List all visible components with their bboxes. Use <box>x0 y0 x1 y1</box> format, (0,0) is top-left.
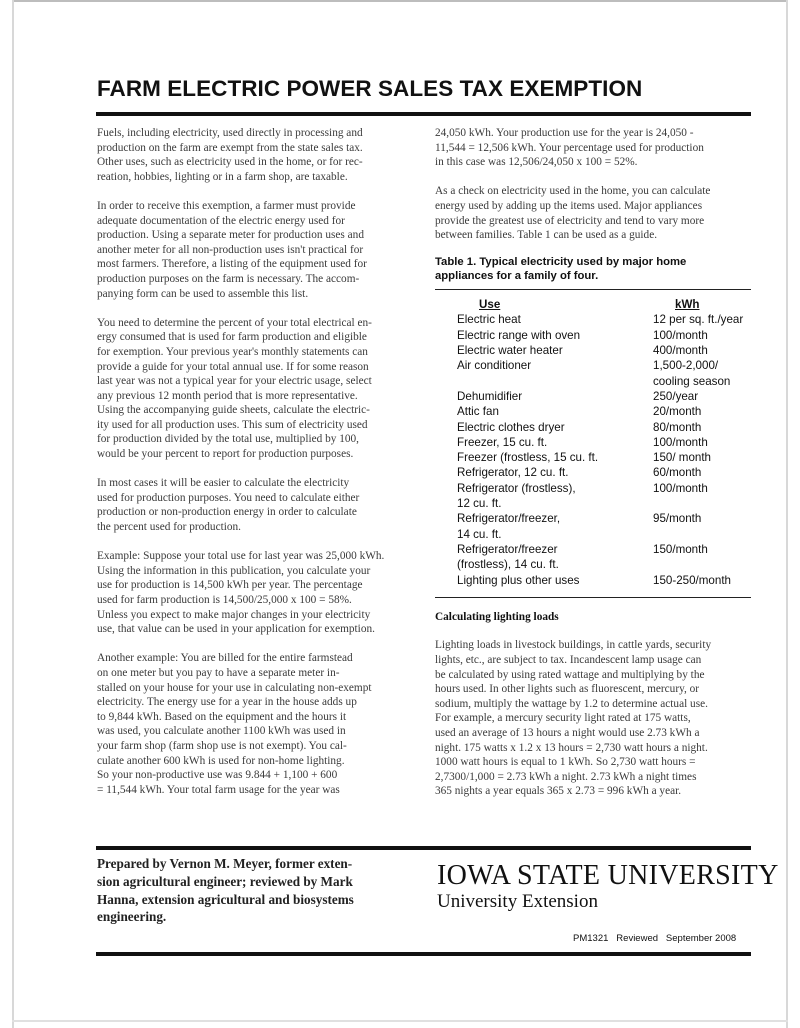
table-row <box>457 343 743 358</box>
table-top-rule <box>435 289 751 290</box>
table-bottom-rule <box>435 597 751 598</box>
body-paragraph: In most cases it will be easier to calculate the electricity used for production purposes. You need to calculate either production or non-production energy in order to calculate the percent used for production. <box>97 477 360 534</box>
appliance-kwh: 250/year <box>653 389 699 403</box>
footer-rule-bottom <box>96 952 751 956</box>
publication-info: PM1321 Reviewed September 2008 <box>573 933 737 944</box>
appliance-name: Refrigerator/freezer (frostless), 14 cu. ft. <box>457 542 559 572</box>
appliance-name: Refrigerator, 12 cu. ft. <box>457 466 569 480</box>
table-row <box>457 328 743 343</box>
body-paragraph: Another example: You are billed for the entire farmstead on one meter but you pay to have a separate meter in- stalled on your house for your use in calculating non-exempt electricity. The energy use for a year in the house adds up to 9,844 kWh. Based on the equipment and the hours it was used, you calculate another 1100 kWh was used in your farm shop (farm shop use is not exempt). You cal- culate another 600 kWh is used for non-home lighting. So your non-productive use was 9.844 + 1,100 + 600 = 11,544 kWh. Your total farm usage for the year was <box>97 652 372 796</box>
appliance-name: Freezer, 15 cu. ft. <box>457 435 548 449</box>
table-row <box>457 389 743 404</box>
title-rule <box>96 112 751 116</box>
page-edge-bottom <box>12 1020 788 1022</box>
appliance-kwh: 150/ month <box>653 451 712 465</box>
appliance-kwh: 60/month <box>653 466 702 480</box>
appliance-kwh: 12 per sq. ft./year <box>653 313 744 327</box>
appliance-name: Electric water heater <box>457 344 563 358</box>
table-row <box>457 511 743 542</box>
appliance-name: Refrigerator (frostless), 12 cu. ft. <box>457 481 576 511</box>
lighting-paragraph: Lighting loads in livestock buildings, in cattle yards, security lights, etc., are subject to tax. Incandescent lamp usage can be calculated by using rated wattage and multiplying by the hours used. In other lights such as fluorescent, mercury, or sodium, multiply the wattage by 1.2 to determine actual use. For example, a mercury security light rated at 175 watts, used an average of 13 hours a night would use 2.73 kWh a night. 175 watts x 1.2 x 13 hours = 2,730 watt hours a night. 1000 watt hours is equal to 1 kWh. So 2,730 watt hours = 2,7300/1,000 = 2.73 kWh a night. 2.73 kWh a night times 365 nights a year equals 365 x 2.73 = 996 kWh a year. <box>435 639 712 798</box>
credits-text: Prepared by Vernon M. Meyer, former exten- sion agricultural engineer; reviewed by Mark Hanna, extension agricultural and biosystems engineering. <box>97 856 354 925</box>
appliance-kwh: 95/month <box>653 512 702 526</box>
table-row <box>457 573 743 588</box>
body-paragraph: You need to determine the percent of your total electrical en- ergy consumed that is used for farm production and eligible for exemption. Your previous year's monthly statements can provide a guide for your total annual use. If for some reason last year was not a typical year for your electric usage, select any previous 12 month period that is more representative. Using the accompanying guide sheets, calculate the electric- ity used for all production uses. This sum of electricity used for production divided by the total use, multiplied by 100, would be your percent to report for production purposes. <box>97 316 372 461</box>
column-header-kwh: kWh <box>675 298 700 312</box>
table-row <box>457 312 743 327</box>
table-row <box>457 435 743 450</box>
appliance-kwh: 100/month <box>653 481 708 495</box>
appliance-kwh: 100/month <box>653 435 708 449</box>
logo-university-name: IOWA STATE UNIVERSITY <box>437 860 779 891</box>
appliance-name: Refrigerator/freezer, 14 cu. ft. <box>457 512 561 541</box>
university-logo <box>437 861 779 913</box>
logo-extension-name: University Extension <box>437 891 598 912</box>
appliance-name: Electric heat <box>457 313 521 327</box>
table-row <box>457 358 743 389</box>
appliance-kwh: 20/month <box>653 405 702 419</box>
appliance-name: Freezer (frostless, 15 cu. ft. <box>457 451 599 465</box>
appliance-name: Attic fan <box>457 405 499 419</box>
table-row <box>457 542 743 573</box>
body-paragraph: Fuels, including electricity, used directly in processing and production on the farm are exempt from the state sales tax. Other uses, such as electricity used in the home, or for rec- reation, hobbies, lighting or in a farm shop, are taxable. <box>97 127 363 183</box>
appliance-kwh: 100/month <box>653 328 708 342</box>
page-edge-right <box>786 0 788 1028</box>
appliance-name: Lighting plus other uses <box>457 573 580 587</box>
table-row <box>457 481 743 512</box>
appliance-kwh: 400/month <box>653 344 708 358</box>
appliance-table <box>457 297 743 588</box>
footer-rule-top <box>96 846 751 850</box>
page-title: FARM ELECTRIC POWER SALES TAX EXEMPTION <box>97 76 643 101</box>
right-column <box>435 126 751 814</box>
left-column <box>97 126 413 812</box>
table-caption: Table 1. Typical electricity used by major home appliances for a family of four. <box>435 255 687 282</box>
column-header-use: Use <box>479 298 501 312</box>
appliance-kwh: 80/month <box>653 420 702 434</box>
appliance-name: Dehumidifier <box>457 389 523 403</box>
lighting-heading: Calculating lighting loads <box>435 610 559 623</box>
appliance-kwh: 150/month <box>653 542 708 556</box>
table-header-row <box>457 297 743 312</box>
appliance-kwh: 150-250/month <box>653 573 731 587</box>
appliance-kwh: 1,500-2,000/ cooling season <box>653 359 731 388</box>
body-paragraph: Example: Suppose your total use for last year was 25,000 kWh. Using the information in this publication, you calculate your use for production is 14,500 kWh per year. The percentage used for farm production is 14,500/25,000 x 100 = 58%. Unless you expect to make major changes in your electricity use, that value can be used in your application for exemption. <box>97 550 385 636</box>
table-row <box>457 420 743 435</box>
table-row <box>457 450 743 465</box>
page-edge-top <box>12 0 788 2</box>
table-row <box>457 404 743 419</box>
body-paragraph: In order to receive this exemption, a farmer must provide adequate documentation of the electric energy used for production. Using a separate meter for production uses and another meter for all non-production uses isn't practical for most farmers. Therefore, a listing of the equipment used for production purposes on the farm is necessary. The accom- panying form can be used to assemble this list. <box>97 199 367 300</box>
body-paragraph: 24,050 kWh. Your production use for the year is 24,050 - 11,544 = 12,506 kWh. Your percentage used for production in this case was 12,506/24,050 x 100 = 52%. <box>435 127 704 169</box>
body-paragraph: As a check on electricity used in the home, you can calculate energy used by adding up the items used. Major appliances provide the greatest use of electricity and tend to vary more between families. Table 1 can be used as a guide. <box>435 185 711 242</box>
appliance-name: Air conditioner <box>457 359 532 373</box>
page-edge-left <box>12 0 14 1028</box>
appliance-name: Electric clothes dryer <box>457 420 565 434</box>
table-row <box>457 465 743 480</box>
appliance-name: Electric range with oven <box>457 328 581 342</box>
